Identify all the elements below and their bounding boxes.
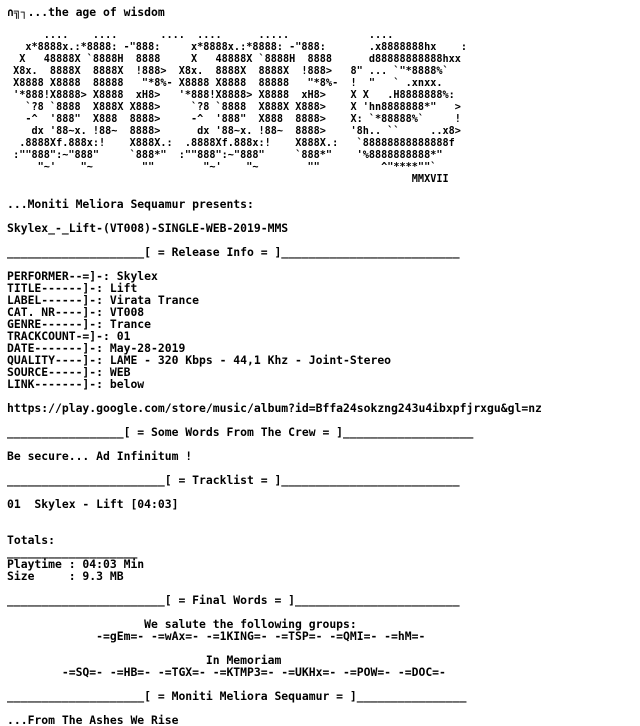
ascii-art-line: '*888!X8888> X8888 xH8> '*888!X8888> X8888 xH8> X X .H8888888%:	[7, 90, 455, 101]
footer-tagline: ...From The Ashes We Rise	[7, 713, 179, 726]
release-link-url[interactable]: https://play.google.com/store/music/album?id=Bffa24sokzng243u4ibxpfjrxgu&gl=nz	[7, 401, 542, 415]
crew-words-divider: _________________[ = Some Words From The Crew = ]___________________	[7, 425, 474, 439]
release-info-field: LABEL------]-: Virata Trance	[7, 293, 200, 307]
release-info-field: GENRE------]-: Trance	[7, 317, 152, 331]
ascii-art-logo	[7, 18, 640, 186]
release-info-field: PERFORMER--=]-: Skylex	[7, 269, 158, 283]
track-item: 01 Skylex - Lift [04:03]	[7, 497, 179, 511]
final-words-divider: _______________________[ = Final Words = ]________________________	[7, 593, 460, 607]
release-info-field: QUALITY----]-: LAME - 320 Kbps - 44,1 Khz - Joint-Stereo	[7, 353, 392, 367]
tracklist-divider: _______________________[ = Tracklist = ]__________________________	[7, 473, 460, 487]
ascii-art-line: -^ '888" X888 8888> -^ '888" X888 8888> X: `*88888%` !	[7, 114, 461, 125]
salute-heading: We salute the following groups:	[7, 617, 357, 631]
ascii-art-line: dx '88~x. !88~ 8888> dx '88~x. !88~ 8888> '8h.. `` ..x8>	[7, 126, 461, 137]
blank-line	[7, 510, 640, 522]
release-info-field: LINK-------]-: below	[7, 377, 145, 391]
header-line: ∩╗┐...the age of wisdom	[7, 6, 165, 19]
totals-size: Size : 9.3 MB	[7, 569, 124, 583]
nfo-document	[7, 6, 640, 726]
footer-divider: ____________________[ = Moniti Meliora Sequamur = ]________________	[7, 689, 467, 703]
ascii-art-line: MMXVII	[7, 174, 449, 185]
totals-playtime: Playtime : 04:03 Min	[7, 557, 145, 571]
memoriam-groups: -=SQ=- -=HB=- -=TGX=- -=KTMP3=- -=UKHx=- -=POW=- -=DOC=-	[7, 665, 446, 679]
ascii-art-line	[7, 18, 640, 30]
release-info-field: DATE-------]-: May-28-2019	[7, 341, 186, 355]
ascii-art-line: X 48888X `8888H 8888 X 48888X `8888H 8888 d88888888888hxx	[7, 54, 461, 65]
release-name: Skylex_-_Lift-(VT008)-SINGLE-WEB-2019-MMS	[7, 221, 289, 235]
release-info-field: TRACKCOUNT-=]-: 01	[7, 329, 131, 343]
ascii-art-line: .8888Xf.888x:! X888X.: .8888Xf.888x:! X888X.: `88888888888888f	[7, 138, 455, 149]
totals-underline: ___________________	[7, 545, 138, 559]
salute-groups: -=gEm=- -=wAx=- -=1KING=- -=TSP=- -=QMI=- -=hM=-	[7, 629, 426, 643]
blank-line	[7, 522, 640, 534]
release-info-divider: ____________________[ = Release Info = ]__________________________	[7, 245, 460, 259]
release-info-field: CAT. NR----]-: VT008	[7, 305, 145, 319]
ascii-art-line: X8x. 8888X 8888X !888> X8x. 8888X 8888X !888> 8" ... `"*8888%`	[7, 66, 449, 77]
presents-line: ...Moniti Meliora Sequamur presents:	[7, 197, 254, 211]
crew-words-text: Be secure... Ad Infinitum !	[7, 449, 193, 463]
ascii-art-line: "~' "~ "" "~' "~ "" ^"****""`	[7, 162, 437, 173]
ascii-art-line: :""888":~"888" `888*" :""888":~"888" `888*" '%8888888888*"	[7, 150, 443, 161]
ascii-art-line: x*8888x.:*8888: -"888: x*8888x.:*8888: -"888: .x8888888hx :	[7, 42, 468, 53]
totals-heading: Totals:	[7, 533, 56, 547]
memoriam-heading: In Memoriam	[7, 653, 282, 667]
ascii-art-line: .... .... .... .... ..... ....	[7, 30, 394, 41]
ascii-art-line: `?8 `8888 X888X X888> `?8 `8888 X888X X888> X 'hn8888888*" >	[7, 102, 461, 113]
ascii-art-line: X8888 X8888 88888 "*8%- X8888 X8888 88888 "*8%- ! " ` .xnxx.	[7, 78, 443, 89]
release-info-field: SOURCE-----]-: WEB	[7, 365, 131, 379]
release-info-field: TITLE------]-: Lift	[7, 281, 138, 295]
